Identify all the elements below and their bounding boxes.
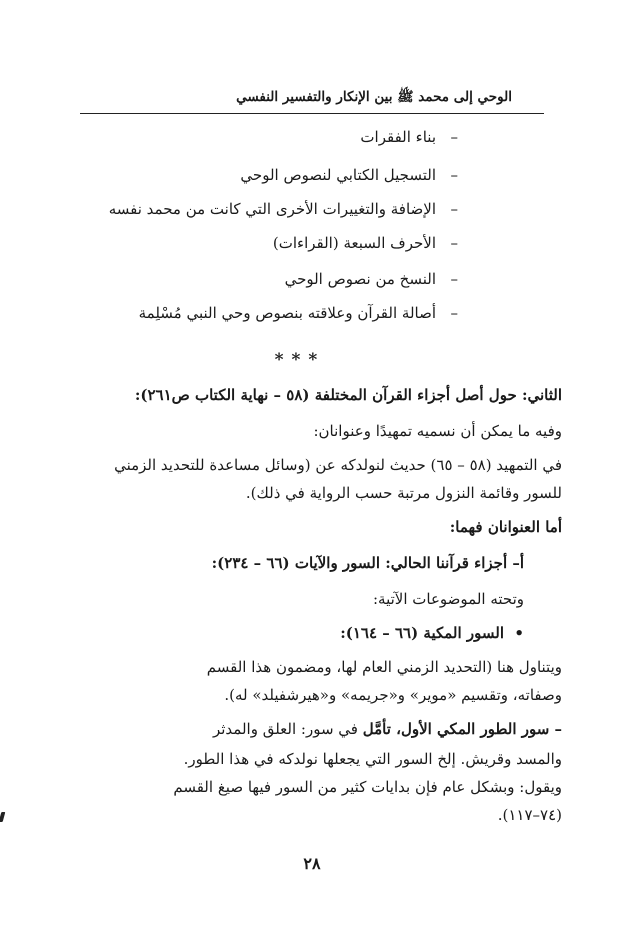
list-dash: – [450,270,458,288]
topics-line: وتحته الموضوعات الآتية: [372,590,524,608]
list-dash: – [450,200,458,218]
meccan-line: وصفاته، وتقسيم «موير» و«جريمه» و«هيرشفيلد» له). [224,686,562,704]
meccan-line: ويتناول هنا (التحديد الزمني العام لها، ومضمون هذا القسم [206,658,562,676]
list-item-text: بناء الفقرات [360,128,436,146]
list-dash: – [450,304,458,322]
scan-edge-mark [0,812,5,822]
first-period-line: ويقول: وبشكل عام فإن بدايات كثير من السور فيها صيغ القسم [173,778,562,796]
list-item [240,166,458,184]
list-item-text: التسجيل الكتابي لنصوص الوحي [240,166,436,184]
meccan-heading-text: السور المكية (٦٦ – ١٦٤): [340,624,504,642]
list-item [360,128,458,146]
meccan-heading [340,624,524,642]
running-header-title: الوحي إلى محمد ﷺ بين الإنكار والتفسير النفسي [236,89,512,105]
intro-line: وفيه ما يمكن أن نسميه تمهيدًا وعنوانان: [313,422,562,440]
first-period-line: (٧٤–١١٧). [497,806,562,824]
list-dash: – [450,128,458,146]
list-dash: – [450,234,458,252]
page-number: ٢٨ [303,854,321,873]
first-period-line: والمسد وقريش. إلخ السور التي يجعلها نولدكه في هذا الطور. [183,750,562,768]
header-divider [80,113,544,114]
tamheed-line: للسور وقائمة النزول مرتبة حسب الرواية في ذلك). [245,484,562,502]
list-item [109,200,458,218]
section-separator: *** [274,350,326,370]
list-item [139,304,458,322]
first-period-text: في سور: العلق والمدثر [212,720,363,738]
bullet-icon: • [514,624,524,642]
list-item-text: الإضافة والتغييرات الأخرى التي كانت من محمد نفسه [108,200,436,218]
list-item-text: النسخ من نصوص الوحي [284,270,436,288]
first-period-heading: – سور الطور المكي الأول، تأمَّل [362,720,562,738]
list-item [273,234,458,252]
first-period-line [213,720,562,738]
list-item-text: أصالة القرآن وعلاقته بنصوص وحي النبي مُسْلِمة [138,304,436,322]
list-item [285,270,458,288]
titles-line: أما العنوانان فهما: [449,518,562,536]
subsection-a-heading: أ– أجزاء قرآننا الحالي: السور والآيات (٦٦ – ٢٣٤): [211,554,524,572]
tamheed-line: في التمهيد (٥٨ – ٦٥) حديث لنولدكه عن (وسائل مساعدة للتحديد الزمني [114,456,562,474]
section-heading: الثاني: حول أصل أجزاء القرآن المختلفة (٥٨ – نهاية الكتاب ص٢٦١): [134,386,562,404]
list-dash: – [450,166,458,184]
list-item-text: الأحرف السبعة (القراءات) [272,234,436,252]
